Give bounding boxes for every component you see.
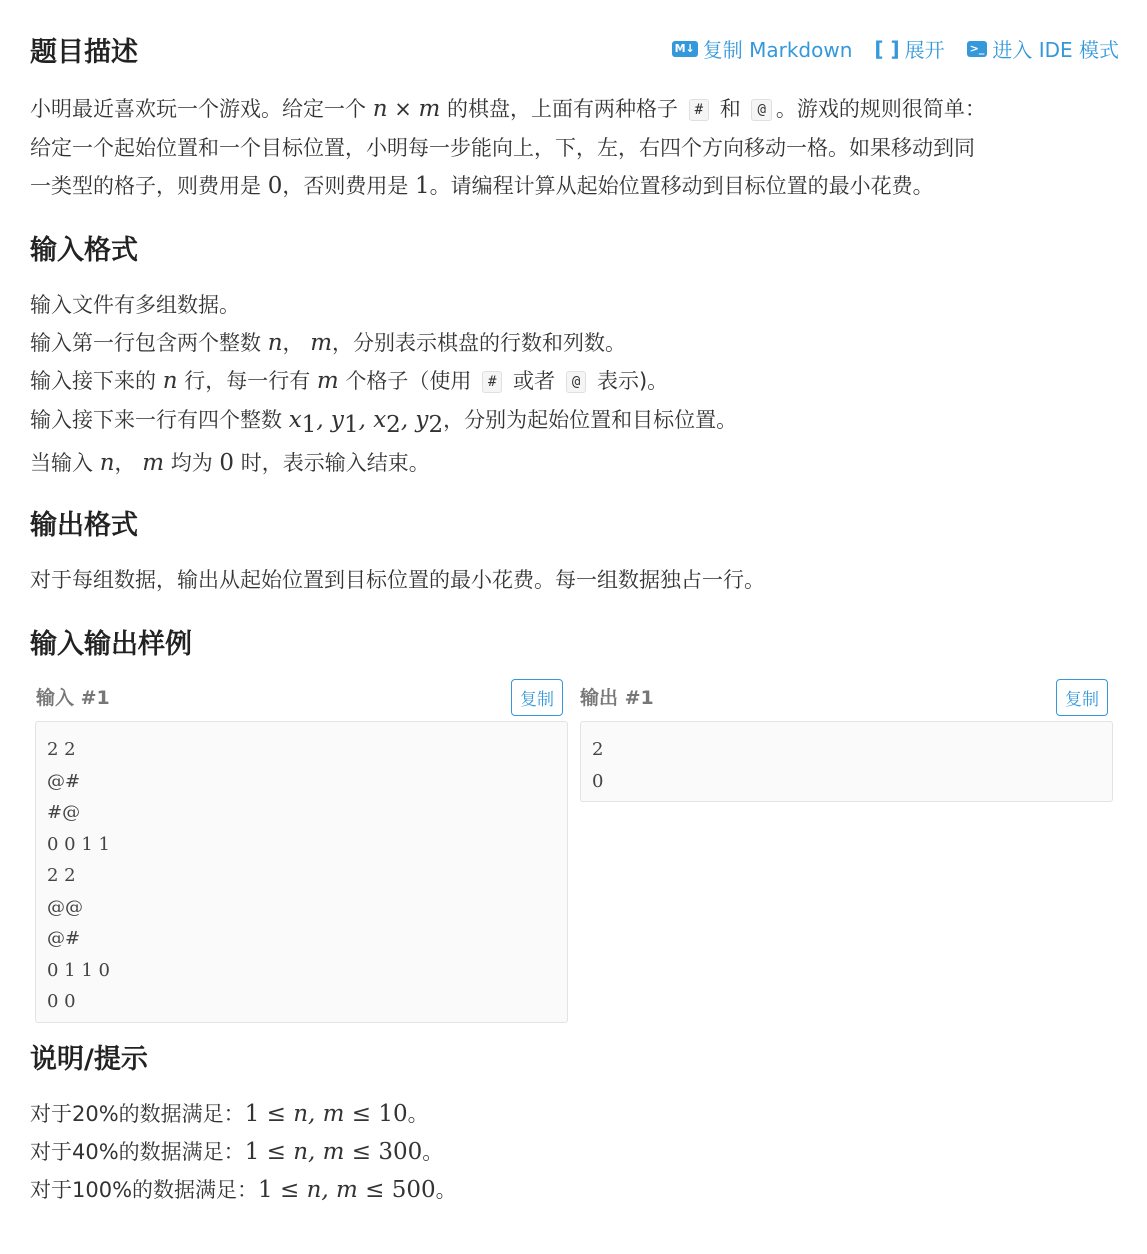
sample-input-label: 输入 #1: [36, 687, 110, 709]
description-text: [30, 90, 1117, 205]
math-number: 1: [415, 173, 430, 199]
text: 均为: [164, 451, 220, 476]
math-variable: n, m: [293, 1101, 345, 1127]
copy-markdown-button[interactable]: [672, 34, 853, 63]
text: 。: [422, 1140, 444, 1164]
text: 行，每一行有: [177, 369, 317, 393]
math-variable: n: [162, 368, 178, 394]
math-number: 1 ≤: [258, 1177, 307, 1203]
heading-input-format: 输入格式: [30, 235, 138, 266]
math-variable: n: [267, 330, 283, 356]
text: 的棋盘，上面有两种格子: [440, 97, 685, 121]
inline-code: #: [689, 99, 709, 121]
math-number: 1 ≤: [244, 1101, 294, 1127]
math-variable: m: [310, 330, 333, 356]
math-number: ≤ 500: [357, 1177, 436, 1203]
copy-output-button[interactable]: 复制: [1056, 679, 1108, 716]
math-number: 0: [267, 173, 283, 199]
math-variable: , x: [358, 407, 387, 433]
math-subscript: 1: [301, 412, 317, 439]
text: 。游戏的规则很简单：: [775, 97, 986, 121]
math-number: 1 ≤: [244, 1139, 294, 1165]
text: ，: [282, 331, 311, 355]
text-line: [30, 324, 1117, 362]
markdown-icon: M↓: [672, 41, 698, 57]
math-variable: x: [288, 407, 302, 433]
sample-output-label: 输出 #1: [580, 687, 654, 709]
text: 输入文件有多组数据。: [30, 293, 240, 317]
text: 当输入: [30, 451, 100, 476]
heading-description: 题目描述: [30, 37, 138, 68]
text: 输入接下来一行有四个整数: [30, 408, 289, 432]
math-subscript: 2: [428, 412, 444, 439]
text-line: [30, 167, 1117, 205]
text: ，分别表示棋盘的行数和列数。: [332, 331, 627, 355]
expand-icon: [ ]: [874, 36, 900, 61]
heading-output-format: 输出格式: [30, 510, 138, 541]
text: 。: [407, 1102, 429, 1126]
math-variable: n: [372, 96, 388, 122]
math-variable: , y: [400, 407, 429, 433]
text-line: [30, 401, 1117, 444]
inline-code: @: [566, 371, 586, 393]
math-number: 0: [219, 450, 235, 477]
math-variable: , y: [316, 407, 344, 433]
text: 对于20%的数据满足：: [30, 1102, 245, 1126]
math-variable: m: [142, 450, 165, 477]
heading-hint: 说明/提示: [30, 1044, 148, 1075]
terminal-icon: >_: [967, 41, 988, 57]
math-number: ≤ 300: [344, 1139, 423, 1165]
math-variable: n, m: [306, 1177, 358, 1203]
text: 。请编程计算从起始位置移动到目标位置的最小花费。: [429, 174, 934, 198]
text-line: [30, 286, 1117, 324]
text: 对于40%的数据满足：: [30, 1140, 245, 1164]
text-line: [30, 129, 1117, 167]
text-line: [30, 561, 1117, 599]
math-subscript: 2: [386, 412, 401, 439]
text-line: [30, 1095, 1117, 1133]
ide-mode-button[interactable]: [967, 34, 1119, 63]
math-variable: m: [316, 368, 339, 394]
text: 个格子（使用: [338, 369, 479, 393]
text: 和: [713, 97, 748, 121]
text: 对于100%的数据满足：: [30, 1178, 259, 1202]
toolbar: [672, 34, 1119, 63]
text-line: [30, 362, 1117, 401]
text-line: [30, 1133, 1117, 1171]
math-variable: m: [418, 96, 441, 122]
text: 对于每组数据，输出从起始位置到目标位置的最小花费。每一组数据独占一行。: [30, 568, 765, 592]
text: ，: [114, 451, 143, 476]
text: 给定一个起始位置和一个目标位置，小明每一步能向上，下，左，右四个方向移动一格。如果移动到同: [30, 136, 975, 160]
text-line: [30, 444, 1117, 482]
text: 或者: [506, 369, 562, 393]
copy-markdown-label: 复制 Markdown: [702, 38, 853, 62]
text: 输入接下来的: [30, 369, 163, 393]
math-subscript: 1: [343, 412, 359, 439]
hint-text: [30, 1095, 1117, 1209]
copy-input-button[interactable]: 复制: [511, 679, 563, 716]
inline-code: #: [482, 371, 502, 393]
text: 表示)。: [590, 369, 669, 393]
math-number: ≤ 10: [344, 1101, 408, 1127]
input-format-text: [30, 286, 1117, 482]
text: 一类型的格子，则费用是: [30, 174, 268, 198]
expand-label: 展开: [904, 38, 945, 62]
text: ，否则费用是: [282, 174, 416, 198]
output-format-text: [30, 561, 1117, 599]
math-variable: n, m: [293, 1139, 345, 1165]
expand-button[interactable]: [874, 34, 944, 63]
text: 小明最近喜欢玩一个游戏。给定一个: [30, 97, 373, 121]
text: 输入第一行包含两个整数: [30, 331, 268, 355]
text: ×: [387, 97, 419, 121]
inline-code: @: [751, 99, 771, 121]
text: 。: [435, 1178, 457, 1202]
math-variable: n: [99, 450, 115, 477]
text: 时，表示输入结束。: [234, 451, 430, 476]
text-line: [30, 90, 1117, 129]
text-line: [30, 1171, 1117, 1209]
text: ，分别为起始位置和目标位置。: [443, 408, 738, 432]
sample-input-box: 2 2 @# #@ 0 0 1 1 2 2 @@ @# 0 1 1 0 0 0: [35, 721, 568, 1023]
ide-mode-label: 进入 IDE 模式: [992, 38, 1119, 62]
heading-samples: 输入输出样例: [30, 629, 192, 660]
sample-output-box: 2 0: [580, 721, 1113, 802]
